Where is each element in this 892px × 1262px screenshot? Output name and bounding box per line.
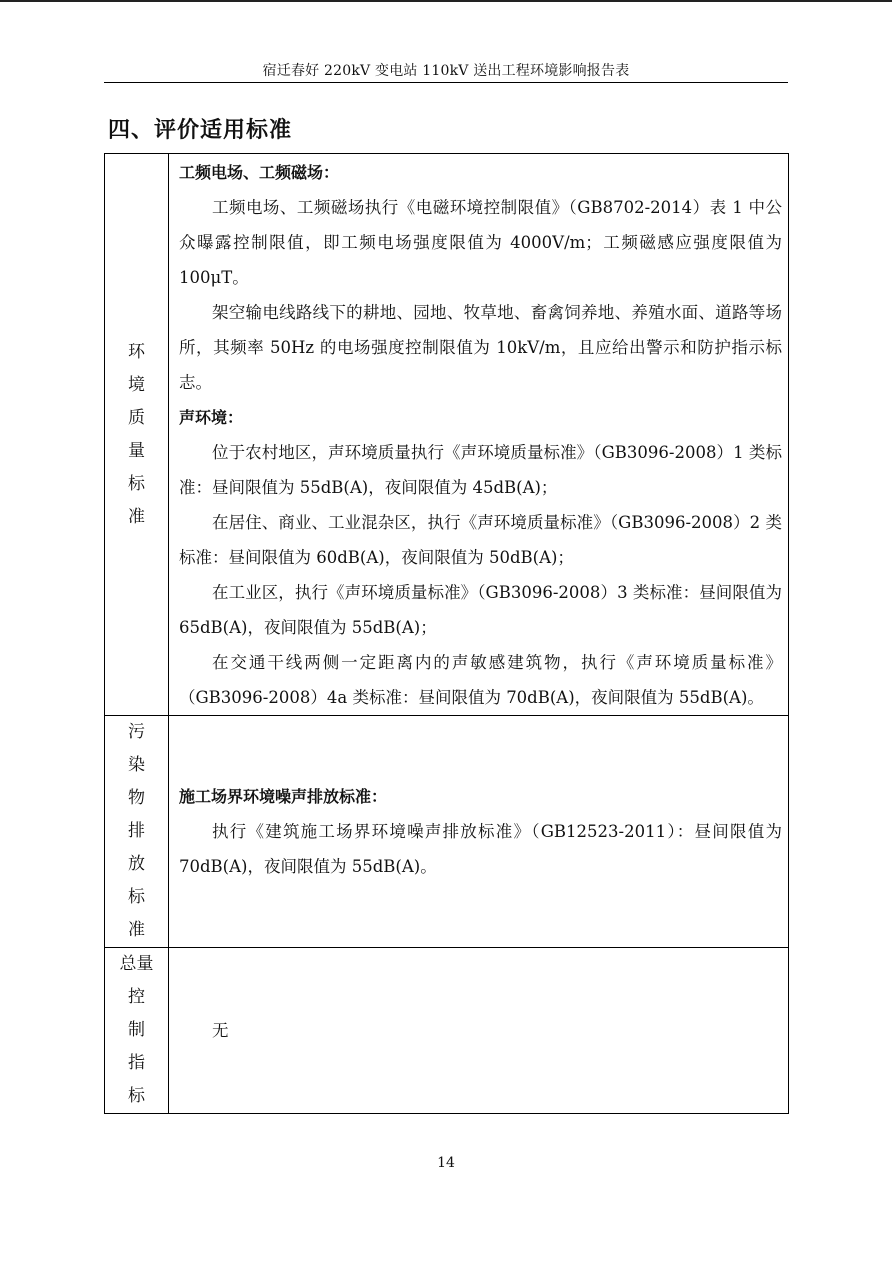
- row-label-char: 量: [128, 440, 145, 461]
- row-content: [169, 154, 789, 716]
- paragraph: 工频电场、工频磁场执行《电磁环境控制限值》（GB8702-2014）表 1 中公众曝露控制限值，即工频电场强度限值为 4000V/m；工频磁感应强度限值为 100μT。: [179, 197, 782, 287]
- top-border-line: [0, 0, 892, 2]
- row-label-char: 染: [128, 755, 145, 775]
- subsection-heading: 声环境：: [179, 407, 244, 427]
- table-row: [105, 716, 789, 948]
- row-label-char: 质: [128, 407, 145, 428]
- row-content: [169, 948, 789, 1114]
- page-header: 宿迁春好 220kV 变电站 110kV 送出工程环境影响报告表: [262, 63, 630, 79]
- paragraph: 在工业区，执行《声环境质量标准》（GB3096-2008）3 类标准：昼间限值为 65dB(A)，夜间限值为 55dB(A)；: [179, 582, 782, 637]
- row-label-char: 准: [128, 506, 145, 527]
- row-label-char: 准: [128, 920, 145, 940]
- standards-table: [104, 153, 789, 1114]
- row-label-char: 环: [128, 341, 145, 362]
- paragraph: 无: [212, 1021, 229, 1040]
- row-label: [105, 154, 169, 716]
- paragraph: 架空输电线路线下的耕地、园地、牧草地、畜禽饲养地、养殖水面、道路等场所，其频率 50Hz 的电场强度控制限值为 10kV/m，且应给出警示和防护指示标志。: [179, 302, 782, 392]
- header-divider: [104, 82, 788, 83]
- row-label-char: 标: [128, 887, 145, 907]
- row-label-char: 排: [128, 821, 145, 841]
- row-label-char: 指: [128, 1053, 145, 1073]
- row-label: [105, 716, 169, 948]
- row-label-char: 放: [128, 854, 145, 874]
- row-label-char: 物: [128, 788, 145, 808]
- paragraph: 在交通干线两侧一定距离内的声敏感建筑物，执行《声环境质量标准》（GB3096-2008）4a 类标准：昼间限值为 70dB(A)，夜间限值为 55dB(A)。: [179, 652, 782, 707]
- paragraph: 位于农村地区，声环境质量执行《声环境质量标准》（GB3096-2008）1 类标准：昼间限值为 55dB(A)，夜间限值为 45dB(A)；: [179, 442, 782, 497]
- table-row: [105, 948, 789, 1114]
- row-label-char: 标: [128, 473, 145, 494]
- row-label-char: 境: [128, 374, 145, 395]
- page-number: 14: [437, 1155, 455, 1171]
- section-title: 四、评价适用标准: [108, 117, 293, 143]
- row-label: [105, 948, 169, 1114]
- row-label-char: 污: [128, 722, 145, 742]
- row-label-char: 制: [128, 1020, 145, 1040]
- row-content: [169, 716, 789, 948]
- row-label-char: 标: [128, 1086, 145, 1106]
- subsection-heading: 工频电场、工频磁场：: [179, 162, 340, 182]
- paragraph: 执行《建筑施工场界环境噪声排放标准》（GB12523-2011）：昼间限值为 70dB(A)，夜间限值为 55dB(A)。: [179, 822, 782, 876]
- subsection-heading: 施工场界环境噪声排放标准：: [179, 787, 388, 806]
- paragraph: 在居住、商业、工业混杂区，执行《声环境质量标准》（GB3096-2008）2 类标准：昼间限值为 60dB(A)，夜间限值为 50dB(A)；: [179, 512, 782, 567]
- table-row: [105, 154, 789, 716]
- row-label-char: 控: [128, 987, 145, 1007]
- row-label-char: 总量: [119, 954, 154, 974]
